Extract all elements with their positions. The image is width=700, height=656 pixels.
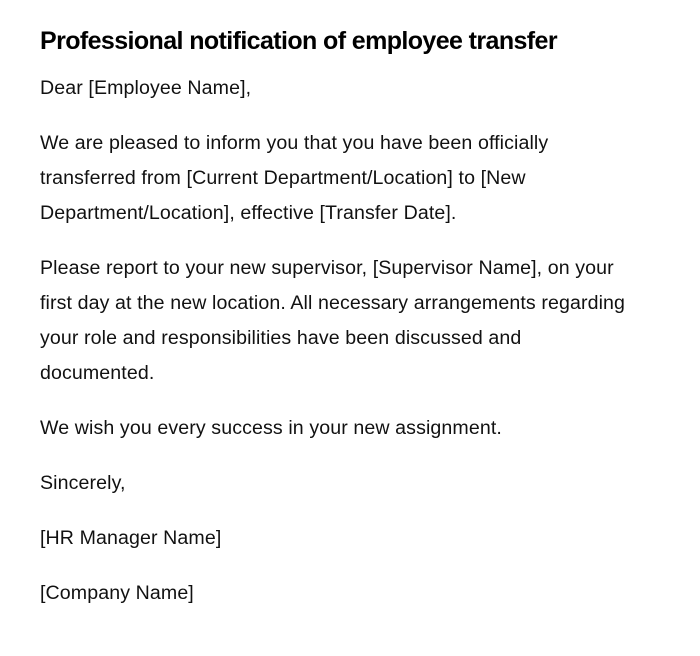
body-paragraph-wishes: We wish you every success in your new assignment. (40, 417, 502, 439)
body-paragraph-transfer: We are pleased to inform you that you have been officially transferred from [Current Department/Location] to [New Department/Location], effective [Transfer Date]. (40, 132, 549, 224)
signer-name: [HR Manager Name] (40, 527, 222, 549)
company-name: [Company Name] (40, 582, 194, 604)
salutation: Dear [Employee Name], (40, 77, 252, 99)
letter-title: Professional notification of employee transfer (40, 27, 557, 55)
closing: Sincerely, (40, 472, 126, 494)
body-paragraph-supervisor: Please report to your new supervisor, [Supervisor Name], on your first day at the new location. All necessary arrangements regarding your role and responsibilities have been discussed and documented. (40, 257, 626, 384)
